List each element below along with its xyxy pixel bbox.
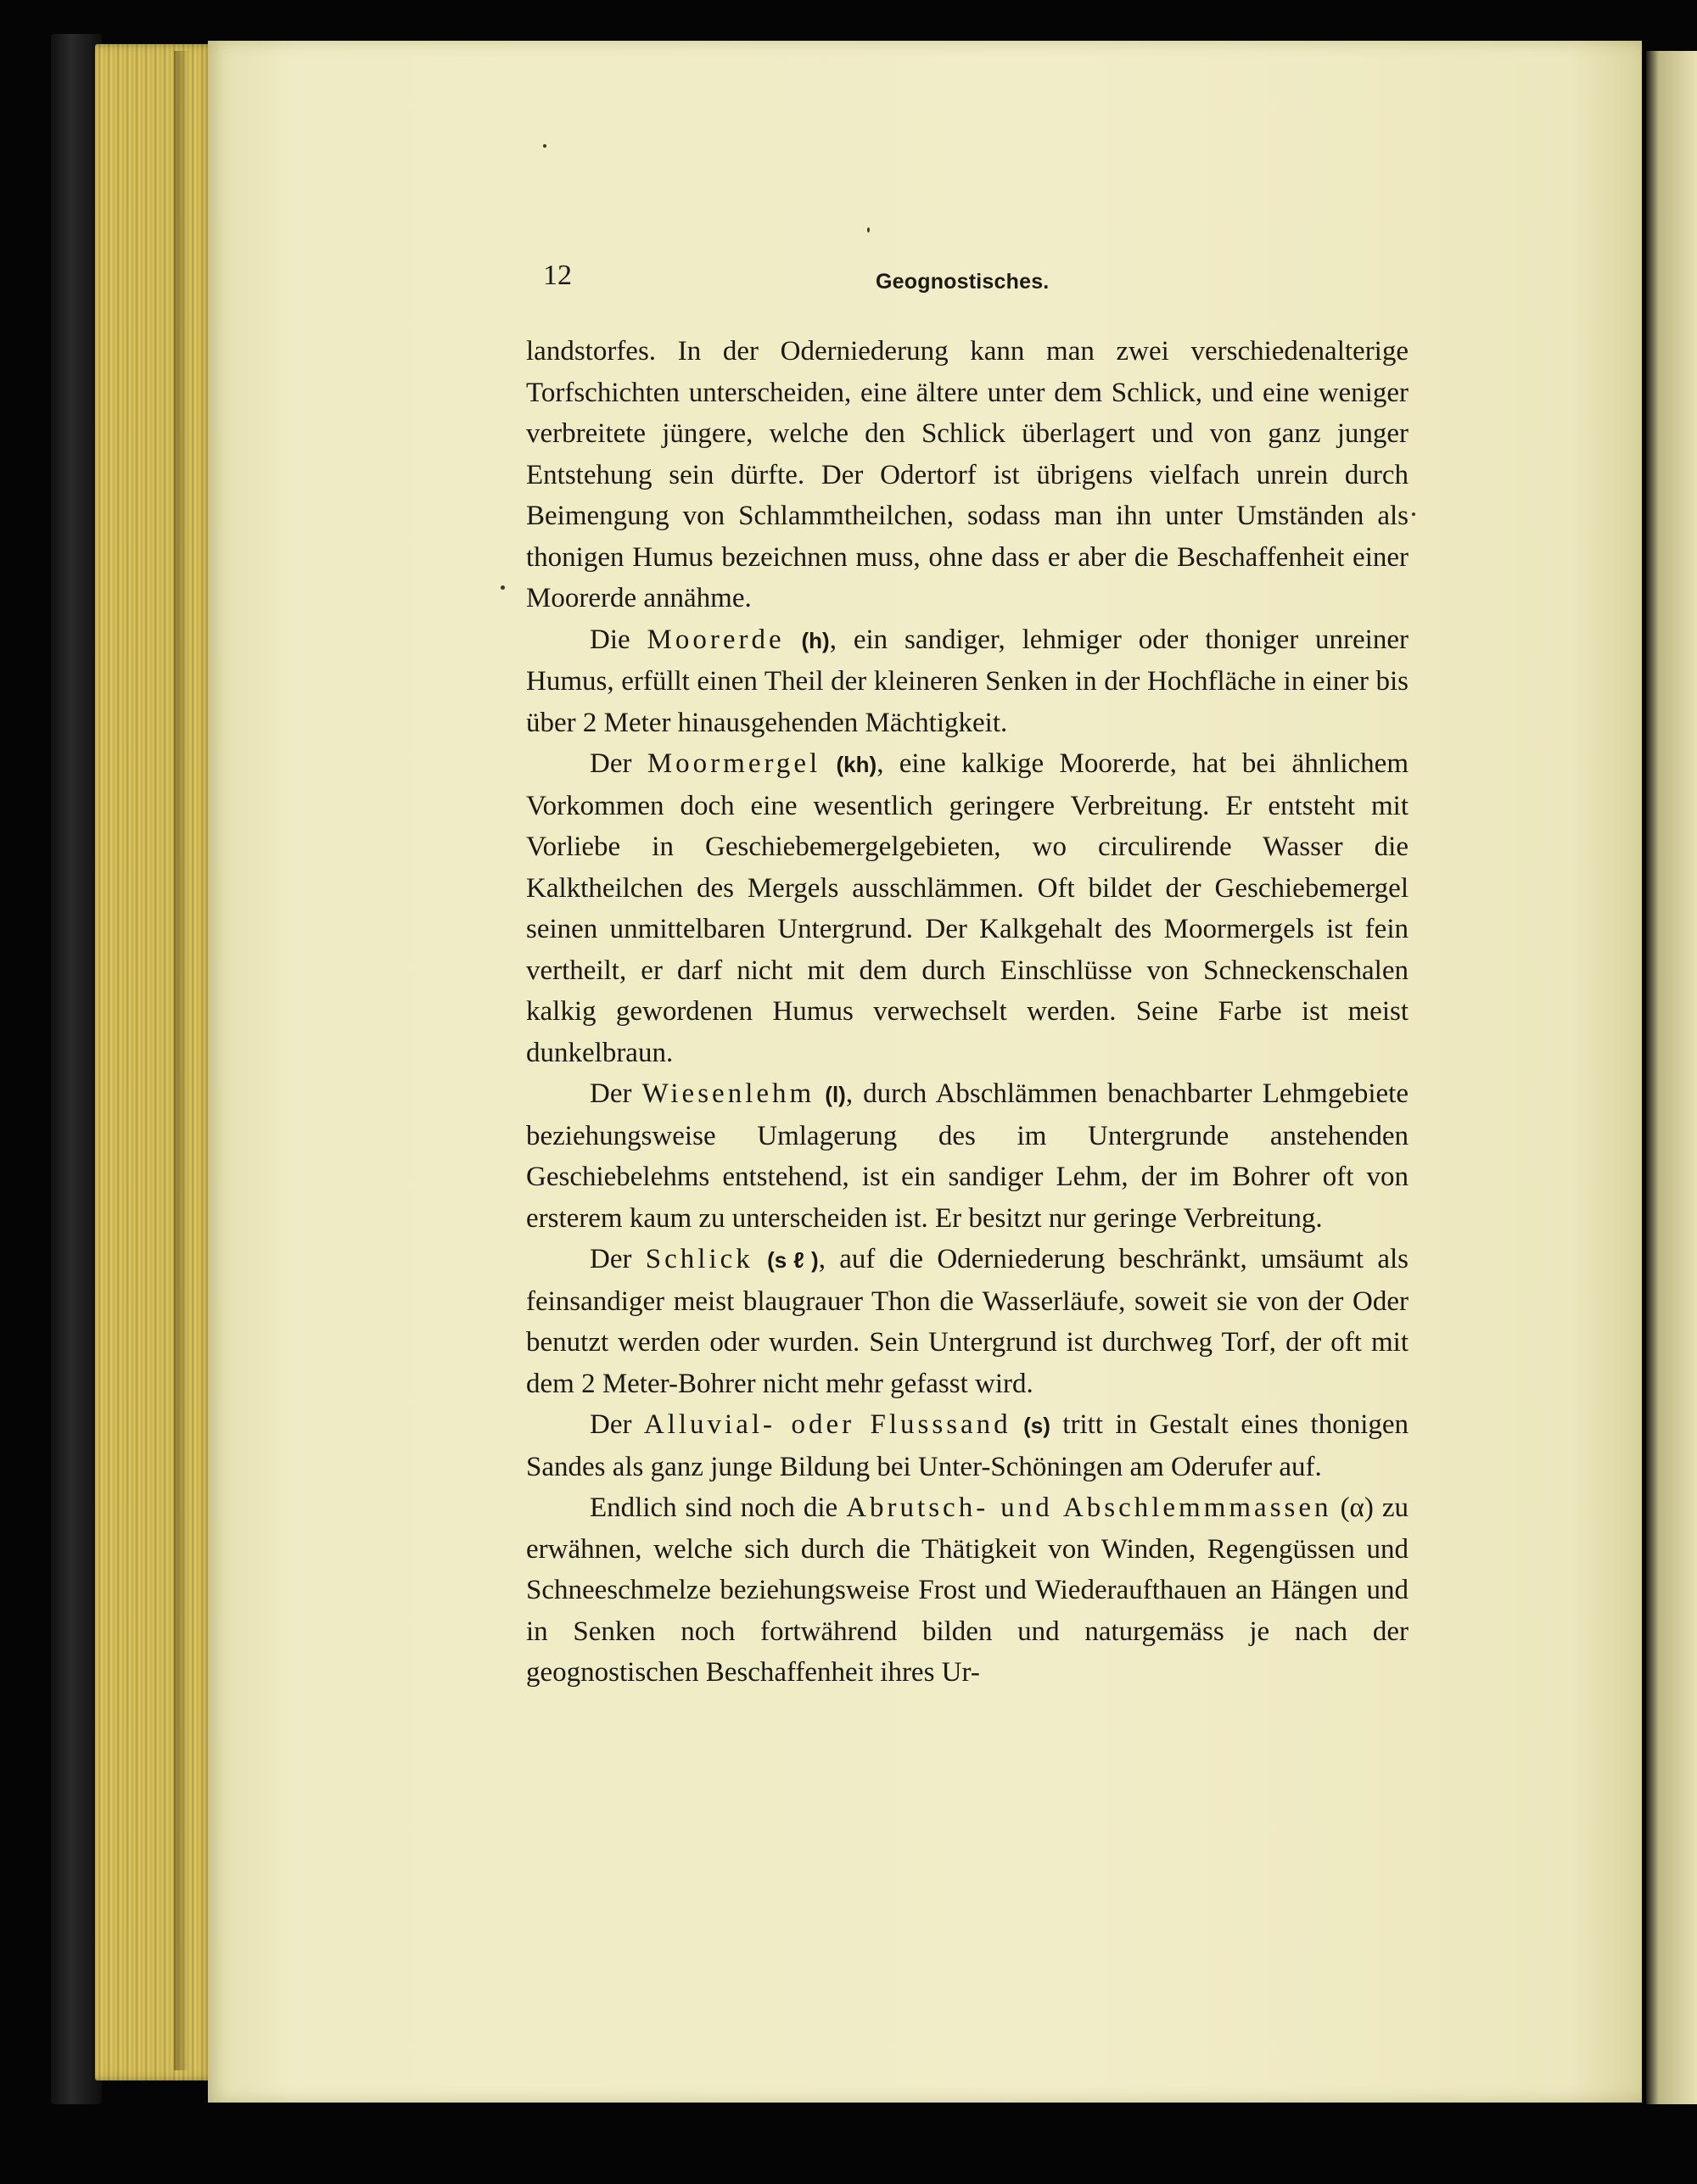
term-abrutschmassen: Abrutsch- und Abschlemmmassen	[846, 1492, 1332, 1523]
map-symbol: (sℓ)	[767, 1247, 819, 1273]
term-moorerde: Moorerde	[647, 624, 785, 655]
paragraph-text: , durch Abschlämmen benachbarter Lehmgebiete beziehungsweise Umlagerung des im Untergrunde anstehenden Geschiebelehms entstehend, ist ein sandiger Lehm, der im Bohrer oft von ersterem kaum zu unterscheiden ist. Er besitzt nur geringe Verbreitung.	[526, 1078, 1409, 1234]
paragraph	[526, 743, 1409, 1073]
facing-page-edge	[1646, 51, 1697, 2104]
paragraph-text: , eine kalkige Moorerde, hat bei ähnlichem Vorkommen doch eine wesentlich geringere Verbreitung. Er entsteht mit Vorliebe in Geschiebemergelgebieten, wo circulirende Wasser die Kalktheilchen des Mergels ausschlämmen. Oft bildet der Geschiebemergel seinen unmittelbaren Untergrund. Der Kalkgehalt des Moormergels ist fein vertheilt, er darf nicht mit dem durch Einschlüsse von Schneckenschalen kalkig gewordenen Humus verwechselt werden. Seine Farbe ist meist dunkelbraun.	[526, 748, 1409, 1068]
paragraph-lead: Endlich sind noch die	[590, 1492, 838, 1523]
paragraph-lead: Der	[590, 1244, 632, 1274]
paragraph-text: , auf die Oderniederung beschränkt, umsäumt als feinsandiger meist blaugrauer Thon die Wasserläufe, soweit sie von der Oder benutzt werden oder wurden. Sein Untergrund ist durchweg Torf, der oft mit dem 2 Meter-Bohrer nicht mehr gefasst wird.	[526, 1244, 1409, 1399]
paragraph-lead: Der	[590, 748, 632, 779]
paper-speck	[1412, 512, 1415, 516]
page-number: 12	[543, 260, 572, 291]
term-wiesenlehm: Wiesenlehm	[641, 1078, 815, 1109]
paragraph	[526, 619, 1409, 744]
page-header	[543, 260, 1392, 294]
paragraph-text: zu erwähnen, welche sich durch die Thätigkeit von Winden, Regengüssen und Schneeschmelze beziehungsweise Frost und Wiederaufthauen an Hängen und in Senken noch fortwährend bilden und naturgemäss je nach der geognostischen Beschaffenheit ihres Ur-	[526, 1492, 1409, 1688]
page-edge-shadow	[174, 51, 189, 2070]
map-symbol: (h)	[801, 627, 830, 653]
paragraph-text: , ein sandiger, lehmiger oder thoniger unreiner Humus, erfüllt einen Theil der kleineren Senken in der Hochfläche in einer bis über 2 Meter hinausgehenden Mächtigkeit.	[526, 624, 1409, 738]
map-symbol: (l)	[825, 1082, 846, 1107]
map-symbol: (s)	[1023, 1413, 1050, 1438]
paper-speck	[867, 227, 870, 232]
paragraph-text: tritt in Gestalt eines thonigen Sandes als ganz junge Bildung bei Unter-Schöningen am Oderufer auf.	[526, 1409, 1409, 1482]
map-symbol: (kh)	[836, 752, 877, 777]
paragraph	[526, 1073, 1409, 1239]
book-cover-edge	[51, 34, 102, 2104]
paragraph-text: landstorfes. In der Oderniederung kann man zwei verschiedenalterige Torfschichten unterscheiden, eine ältere unter dem Schlick, und eine weniger verbreitete jüngere, welche den Schlick überlagert und von ganz junger Entstehung sein dürfte. Der Odertorf ist übrigens vielfach unrein durch Beimengung von Schlammtheilchen, sodass man ihn unter Umständen als thonigen Humus bezeichnen muss, ohne dass er aber die Beschaffenheit einer Moorerde annähme.	[526, 336, 1409, 613]
body-text	[526, 331, 1409, 1694]
paragraph	[526, 1404, 1409, 1487]
paper-speck	[543, 144, 546, 148]
paragraph	[526, 1487, 1409, 1694]
term-schlick: Schlick	[645, 1244, 753, 1274]
paragraph	[526, 331, 1409, 619]
term-flusssand: Alluvial- oder Flusssand	[643, 1409, 1011, 1440]
running-title: Geognostisches.	[876, 270, 1050, 294]
paragraph-lead: Der	[590, 1078, 632, 1109]
page-edges	[95, 44, 214, 2080]
map-symbol: (α)	[1340, 1492, 1374, 1523]
paragraph-lead: Die	[590, 624, 630, 655]
paper-speck	[501, 585, 505, 590]
paragraph	[526, 1239, 1409, 1404]
paragraph-lead: Der	[590, 1409, 632, 1440]
term-moormergel: Moormergel	[647, 748, 821, 779]
